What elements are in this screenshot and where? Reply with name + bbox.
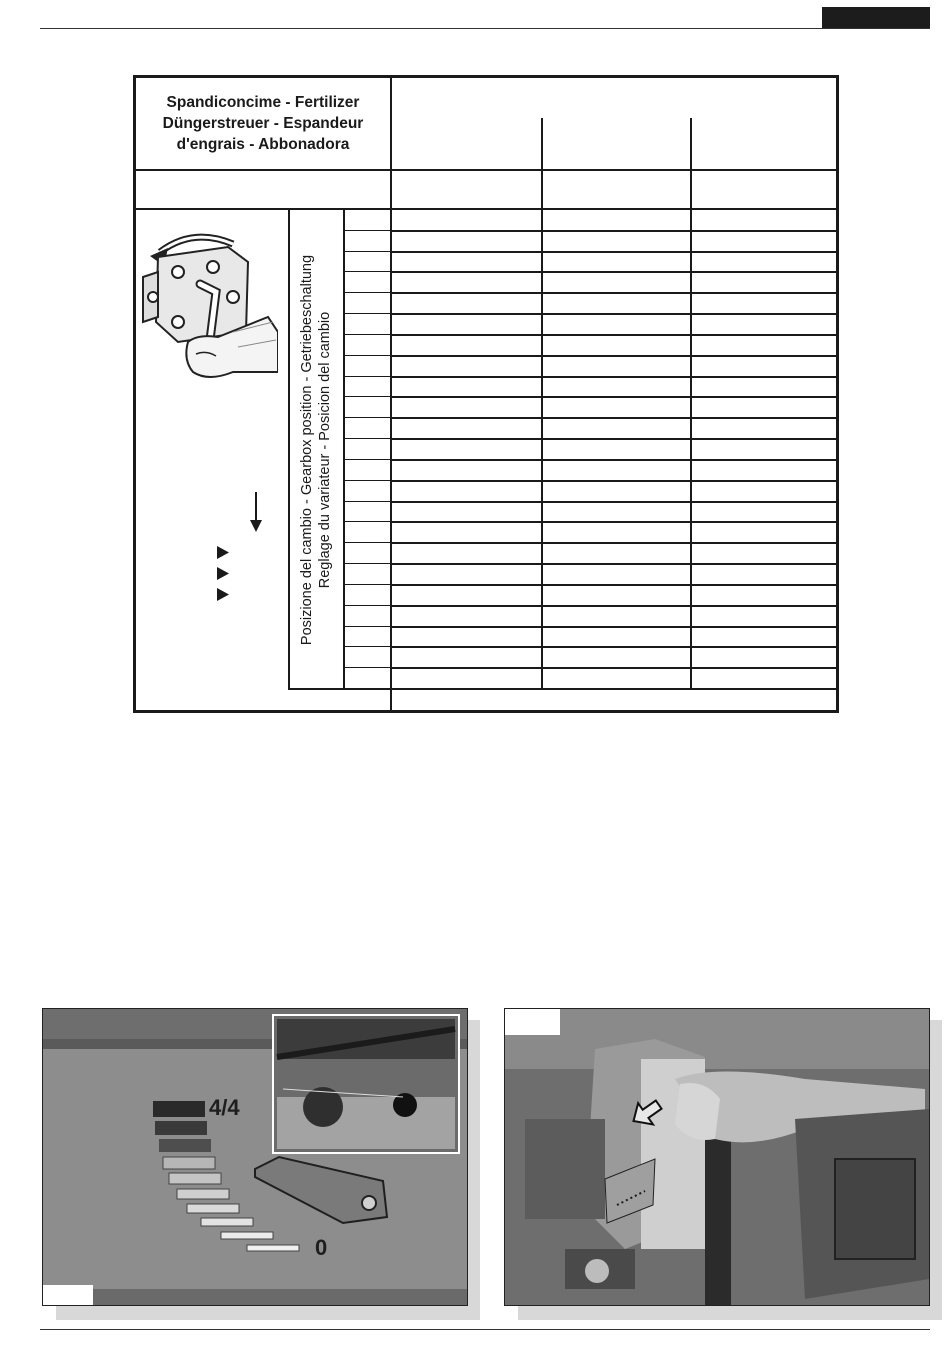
- header-divider: [135, 169, 837, 171]
- table-row-line: [345, 563, 390, 564]
- table-row-line: [392, 355, 837, 357]
- table-row-line: [345, 417, 390, 418]
- gearbox-position-label: [290, 211, 342, 688]
- table-row-line: [345, 646, 390, 647]
- table-title: [136, 92, 390, 155]
- triangle-pointer-icon: [217, 588, 229, 601]
- table-row-line: [392, 334, 837, 336]
- data-bottom-rule: [392, 688, 837, 690]
- table-row-line: [392, 396, 837, 398]
- data-col-divider-1: [541, 209, 543, 689]
- triangle-pointer-icon: [217, 546, 229, 559]
- title-line-1: Spandiconcime - Fertilizer: [166, 94, 360, 111]
- table-row-line: [392, 438, 837, 440]
- table-row-line: [345, 292, 390, 293]
- left-column-divider: [390, 77, 392, 711]
- table-row-line: [345, 584, 390, 585]
- table-row-line: [392, 313, 837, 315]
- table-row-line: [392, 251, 837, 253]
- sub-col-divider-1: [541, 171, 543, 209]
- table-row-line: [345, 667, 390, 668]
- table-row-line: [392, 480, 837, 482]
- table-row-line: [345, 355, 390, 356]
- table-row-line: [392, 646, 837, 648]
- sub-col-divider-2: [690, 171, 692, 209]
- table-row-line: [392, 376, 837, 378]
- table-row-line: [345, 501, 390, 502]
- table-row-line: [392, 459, 837, 461]
- gauge-photo-art: [43, 1009, 467, 1305]
- table-row-line: [345, 230, 390, 231]
- table-row-line: [345, 542, 390, 543]
- title-line-2: Düngerstreuer - Espandeur: [162, 115, 364, 132]
- triangle-pointer-icon: [217, 567, 229, 580]
- gearbox-label-line-2: Reglage du variateur - Posicion del cambio: [317, 311, 333, 588]
- arrow-down-icon: [250, 492, 262, 532]
- lever-photo-art: [505, 1009, 929, 1305]
- table-row-line: [392, 501, 837, 503]
- table-row-line: [392, 521, 837, 523]
- head-col-divider-2: [690, 118, 692, 171]
- table-row-line: [345, 271, 390, 272]
- subheader-divider: [135, 208, 837, 210]
- gearbox-label-line-1: Posizione del cambio - Gearbox position - Getriebeschaltung: [299, 254, 315, 645]
- table-row-line: [345, 396, 390, 397]
- table-row-line: [392, 563, 837, 565]
- header-rule: [40, 28, 930, 29]
- footer-rule: [40, 1329, 930, 1330]
- gauge-zero-mark: 0: [315, 1235, 328, 1260]
- lever-photo: [504, 1008, 930, 1306]
- table-row-line: [345, 521, 390, 522]
- gauge-photo: [42, 1008, 468, 1306]
- table-row-line: [392, 542, 837, 544]
- table-row-line: [392, 584, 837, 586]
- table-row-line: [345, 334, 390, 335]
- table-row-line: [345, 438, 390, 439]
- table-row-line: [392, 271, 837, 273]
- gauge-full-mark: 4/4: [209, 1095, 240, 1120]
- title-line-3: d'engrais - Abbonadora: [176, 136, 350, 153]
- table-row-line: [345, 626, 390, 627]
- head-col-divider-1: [541, 118, 543, 171]
- table-row-line: [392, 417, 837, 419]
- table-row-line: [345, 313, 390, 314]
- table-row-line: [392, 292, 837, 294]
- table-row-line: [392, 605, 837, 607]
- table-row-line: [345, 459, 390, 460]
- table-row-line: [392, 667, 837, 669]
- table-row-line: [392, 626, 837, 628]
- table-row-line: [392, 230, 837, 232]
- section-tab: [822, 7, 930, 28]
- table-row-line: [345, 376, 390, 377]
- table-row-line: [345, 480, 390, 481]
- gear-number-column-left: [343, 209, 345, 690]
- gearbox-crank-illustration: [138, 222, 278, 387]
- table-row-line: [345, 605, 390, 606]
- data-col-divider-2: [690, 209, 692, 689]
- table-row-line: [345, 251, 390, 252]
